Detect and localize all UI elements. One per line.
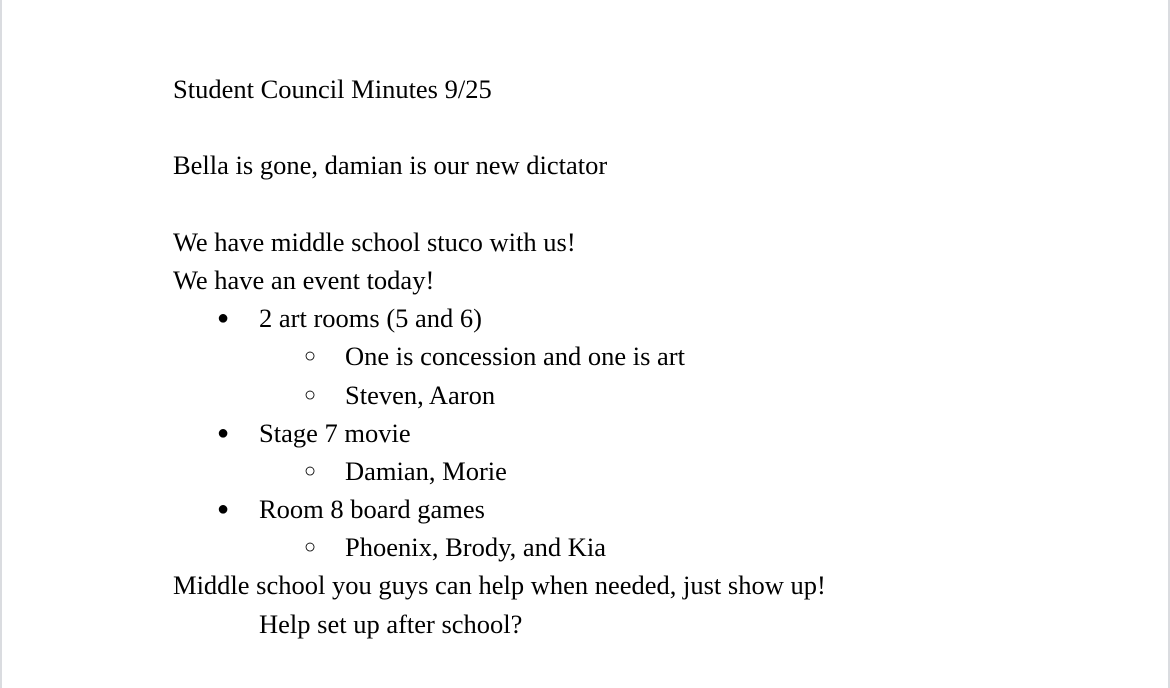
sub-list-item-label: Steven, Aaron xyxy=(345,379,496,410)
hollow-bullet-icon: ○ xyxy=(304,536,317,559)
filled-bullet-icon: ● xyxy=(217,307,230,330)
paragraph: We have middle school stuco with us! xyxy=(173,226,576,257)
indented-paragraph: Help set up after school? xyxy=(259,608,523,639)
blank-line xyxy=(173,108,1123,146)
document-title: Student Council Minutes 9/25 xyxy=(173,74,492,104)
sub-list-item xyxy=(173,452,1123,490)
sub-list-item-label: Damian, Morie xyxy=(345,455,507,486)
blank-line xyxy=(173,185,1123,223)
sub-list-item xyxy=(173,337,1123,375)
list-item xyxy=(173,299,1123,337)
list-item xyxy=(173,414,1123,452)
list-item xyxy=(173,490,1123,528)
document-body[interactable] xyxy=(173,70,1123,643)
hollow-bullet-icon: ○ xyxy=(304,345,317,368)
sub-list-item-label: One is concession and one is art xyxy=(345,341,685,372)
paragraph: Middle school you guys can help when needed, just show up! xyxy=(173,570,826,601)
paragraph: Bella is gone, damian is our new dictator xyxy=(173,150,608,181)
filled-bullet-icon: ● xyxy=(217,498,230,521)
sub-list-item xyxy=(173,528,1123,566)
filled-bullet-icon: ● xyxy=(217,421,230,444)
paragraph: We have an event today! xyxy=(173,264,435,295)
list-item-label: Room 8 board games xyxy=(259,494,485,525)
hollow-bullet-icon: ○ xyxy=(304,459,317,482)
sub-list-item xyxy=(173,376,1123,414)
list-item-label: Stage 7 movie xyxy=(259,417,411,448)
hollow-bullet-icon: ○ xyxy=(304,383,317,406)
sub-list-item-label: Phoenix, Brody, and Kia xyxy=(345,532,607,563)
list-item-label: 2 art rooms (5 and 6) xyxy=(259,303,482,334)
